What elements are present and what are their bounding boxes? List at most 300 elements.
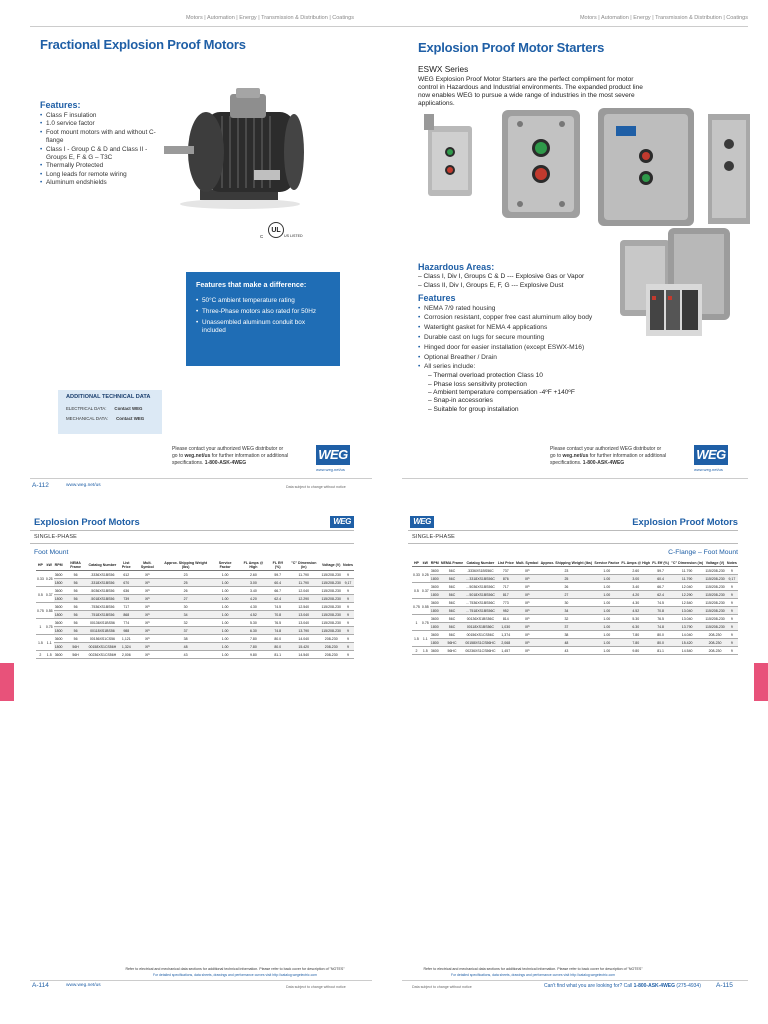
list-item: • Corrosion resistant, copper free cast aluminum alloy body xyxy=(418,313,648,323)
table-row xyxy=(36,651,354,659)
column-header: Approx. Shipping Weight (lbs) xyxy=(159,560,211,571)
table-cell: 3600 xyxy=(430,568,439,573)
table-cell: 12.040 xyxy=(670,583,704,591)
divider xyxy=(402,478,748,479)
table-cell: …3318XS1BS56C xyxy=(465,576,495,581)
table-cell: 774 xyxy=(117,619,135,627)
top-nav: Motors | Automation | Energy | Transmission & Distribution | Coatings xyxy=(579,15,748,21)
table-row xyxy=(412,631,738,639)
column-header: HP xyxy=(413,561,419,565)
page-number: A-112 xyxy=(32,482,49,489)
table-cell: 0.5 xyxy=(412,583,421,599)
table-cell: 74.5 xyxy=(651,599,670,607)
table-cell: 9 xyxy=(342,571,354,579)
table-cell: 43 xyxy=(159,651,211,659)
table-cell: 1,030 xyxy=(497,623,515,631)
table-cell: 208-230 xyxy=(704,639,726,647)
logo-url: www.weg.net/us xyxy=(316,467,345,472)
table-cell: 14.540 xyxy=(670,647,704,655)
table-cell: 1.00 xyxy=(593,615,620,623)
table-cell: 9 xyxy=(726,623,738,631)
table-cell: 76.5 xyxy=(651,615,670,623)
help-note xyxy=(544,983,701,989)
box-heading: Features that make a difference: xyxy=(196,280,307,289)
mechanical-value: Contact WEG xyxy=(116,416,145,421)
help-phone-digits: (275-4934) xyxy=(676,983,701,989)
table-cell: 4.52 xyxy=(620,607,651,615)
table-cell: 7.80 xyxy=(238,643,268,651)
table-cell: .3336XS1BS56C xyxy=(464,567,496,575)
table-cell: 115/208-230 xyxy=(705,568,725,573)
table-cell: 1.00 xyxy=(593,647,620,655)
table-row xyxy=(412,591,738,599)
list-item: – Class II, Div I, Groups E, F, G --- Explosive Dust xyxy=(418,281,564,289)
column-header: Notes xyxy=(726,561,737,565)
table-row xyxy=(412,607,738,615)
table-cell: 3600 xyxy=(430,648,439,653)
table-cell: 773 xyxy=(497,599,515,607)
table-cell: 1800 xyxy=(54,628,63,633)
table-cell: 74.5 xyxy=(269,603,287,611)
list-item: • 50°C ambient temperature rating xyxy=(196,297,330,305)
table-cell: 56 xyxy=(64,571,88,579)
table-cell: 1800 xyxy=(54,596,63,601)
contact-line xyxy=(172,460,312,467)
table-cell: 1 xyxy=(412,615,421,631)
section-title: Explosion Proof Motors xyxy=(632,516,738,527)
table-cell: 1.00 xyxy=(212,587,238,595)
technical-data-box xyxy=(58,390,162,434)
table-cell: 115/208-230 xyxy=(321,628,341,633)
table-cell: 1800 xyxy=(430,592,439,597)
table-cell: …7536XS1BS56C xyxy=(465,600,495,605)
table-cell: 115/208-230 xyxy=(321,588,341,593)
table-cell: 3600 xyxy=(430,632,439,637)
column-header: Approx. Shipping Weight (lbs) xyxy=(540,561,593,565)
table-cell: 2.60 xyxy=(620,567,651,575)
table-cell: 9 xyxy=(342,619,354,627)
table-cell: 6.30 xyxy=(620,623,651,631)
table-cell: 60.4 xyxy=(269,579,287,587)
table-cell: 56 xyxy=(64,627,88,635)
list-item: – Thermal overload protection Class 10 xyxy=(428,372,543,380)
table-cell: 868 xyxy=(117,611,135,619)
table-cell: XP xyxy=(515,591,540,599)
features-heading: Features: xyxy=(40,100,81,110)
table-cell: 62.4 xyxy=(269,595,287,603)
table-cell: 1.1 xyxy=(45,635,54,651)
weg-logo: WEG xyxy=(410,516,434,528)
table-cell: 7.80 xyxy=(620,631,651,639)
table-cell: 14.540 xyxy=(287,651,321,659)
table-cell: 2 xyxy=(36,651,45,659)
table-cell: XP xyxy=(135,651,159,659)
table-cell: 1,374 xyxy=(497,631,515,639)
table-cell: 1.00 xyxy=(593,623,620,631)
table-cell: 00136XS1BS56 xyxy=(88,619,118,627)
table-cell: 13.790 xyxy=(287,627,321,635)
table-cell: 59.7 xyxy=(651,567,670,575)
table-cell: 1.00 xyxy=(593,639,620,647)
table-row xyxy=(412,639,738,647)
catalog-note: For detailed specifications, data sheets, drawings and performance curves visit http://catalog.wegelectric.com xyxy=(153,973,317,977)
table-cell: 0.75 xyxy=(421,615,430,631)
table-cell: 817 xyxy=(497,591,515,599)
table-cell: 3600 xyxy=(54,652,63,657)
table-cell: 25 xyxy=(539,575,593,583)
table-row xyxy=(412,599,738,607)
table-row xyxy=(36,611,354,619)
table-cell: 56C xyxy=(440,575,464,583)
table-cell: 15.420 xyxy=(670,639,704,647)
table-cell: 37 xyxy=(539,623,593,631)
list-item: • 1.0 service factor xyxy=(40,120,160,128)
table-cell: 208-230 xyxy=(321,643,342,651)
table-cell: 9 xyxy=(342,643,354,651)
contact-line xyxy=(550,453,690,460)
table-cell: 14.040 xyxy=(670,631,704,639)
table-cell: 13.040 xyxy=(287,611,321,619)
table-cell: 1.00 xyxy=(212,651,238,659)
table-cell: 952 xyxy=(497,607,515,615)
divider xyxy=(408,530,738,531)
table-row xyxy=(36,627,354,635)
table-cell: 60.4 xyxy=(651,575,670,583)
weg-link[interactable]: weg.net/us xyxy=(184,453,211,459)
table-row xyxy=(36,571,354,579)
table-cell: 13.790 xyxy=(670,623,704,631)
table-cell: 56 xyxy=(64,635,88,643)
table-cell: 9 xyxy=(726,631,738,639)
table-cell: 0.37 xyxy=(421,583,430,599)
mount-type: C-Flange – Foot Mount xyxy=(668,549,738,556)
footer-note: Data subject to change without notice xyxy=(286,485,346,489)
table-cell: 115/208-230 xyxy=(705,592,725,597)
table-cell: 3600 xyxy=(54,636,63,641)
table-cell: 4.52 xyxy=(238,611,268,619)
table-cell: 81.1 xyxy=(651,647,670,655)
table-cell: 7.80 xyxy=(238,635,268,643)
table-cell: 7.80 xyxy=(620,639,651,647)
table-cell: 74.8 xyxy=(269,627,287,635)
side-tab[interactable] xyxy=(0,663,14,701)
table-cell: 66.7 xyxy=(269,587,287,595)
table-cell: 115/208-230 xyxy=(321,620,341,625)
table-cell: 3.40 xyxy=(620,583,651,591)
table-cell: 13.040 xyxy=(670,607,704,615)
table-cell: 1 xyxy=(36,619,45,635)
table-cell: 00118XS1BS56C xyxy=(464,623,496,631)
table-cell: 1.5 xyxy=(36,635,45,651)
table-row xyxy=(36,595,354,603)
table-cell: 1.5 xyxy=(46,652,52,657)
table-cell: 27 xyxy=(159,595,211,603)
table-cell: 5.30 xyxy=(238,619,268,627)
table-cell: 56C xyxy=(440,615,464,623)
list-item: • Long leads for remote wiring xyxy=(40,171,160,179)
table-cell: 115/208-230 xyxy=(705,608,725,613)
table-cell: 1,324 xyxy=(117,643,135,651)
reference-note: Refer to electrical and mechanical data sections for additional technical information. Please refer to back cover for description of "NOTES" xyxy=(423,967,643,971)
weg-logo: WEG xyxy=(316,445,350,465)
footer-note: Data subject to change without notice xyxy=(286,985,346,989)
table-cell: XP xyxy=(515,615,540,623)
features-list xyxy=(40,112,160,188)
table-cell: 5.30 xyxy=(620,615,651,623)
phase-label: SINGLE-PHASE xyxy=(34,534,78,540)
list-item: • Class I - Group C & D and Class II - Groups E, F & G – T3C xyxy=(40,146,160,163)
table-cell: 9 xyxy=(342,595,354,603)
weg-logo: WEG xyxy=(694,445,728,465)
table-cell: 56C xyxy=(440,623,464,631)
contact-text: for further information or additional xyxy=(589,453,667,459)
table-cell: …5036XS1BS56C xyxy=(465,584,495,589)
column-header: FL Amps @ High xyxy=(621,561,651,565)
table-cell: .5036XS1BS56 xyxy=(88,587,118,595)
table-cell: 208-230 xyxy=(704,647,726,655)
column-header: FL Eff (%) xyxy=(652,561,669,565)
table-cell: 3600 xyxy=(54,604,63,609)
series-label: ESWX Series xyxy=(418,64,469,74)
table-cell: 3600 xyxy=(54,620,63,625)
table-row xyxy=(36,635,354,643)
table-cell: 1.5 xyxy=(412,631,421,647)
table-cell: XP xyxy=(135,579,159,587)
table-cell: 4.30 xyxy=(238,603,268,611)
table-cell: 9 xyxy=(726,591,738,599)
table-cell: 1800 xyxy=(54,580,63,585)
contact-note xyxy=(550,446,690,467)
table-cell: 56C xyxy=(440,591,464,599)
table-cell: …7518XS1BS56C xyxy=(465,608,495,613)
electrical-label: ELECTRICAL DATA: xyxy=(66,406,107,411)
table-cell: 6.30 xyxy=(238,627,268,635)
electrical-value: Contact WEG xyxy=(114,406,143,411)
divider xyxy=(408,543,738,544)
table-cell: 115/208-230 xyxy=(705,600,725,605)
table-cell: 2 xyxy=(412,647,421,655)
contact-text: specifications. xyxy=(550,460,582,466)
logo-url: www.weg.net/us xyxy=(694,467,723,472)
table-cell: 3600 xyxy=(430,616,439,621)
table-cell: 13.040 xyxy=(287,619,321,627)
table-cell: 1.00 xyxy=(212,603,238,611)
table-cell: 56 xyxy=(64,619,88,627)
column-header: Catalog Number xyxy=(464,560,496,567)
mechanical-data-row xyxy=(66,416,154,421)
table-cell: 0.25 xyxy=(45,571,54,587)
column-header: Mult. Symbol xyxy=(516,561,539,565)
table-cell: 56C xyxy=(440,631,464,639)
table-cell: 23 xyxy=(159,571,211,579)
divider xyxy=(30,543,354,544)
table-cell: 13.040 xyxy=(670,615,704,623)
table-cell: 636 xyxy=(117,587,135,595)
table-cell: 56HC xyxy=(440,647,464,655)
table-cell: 3.40 xyxy=(238,587,268,595)
table-cell: XP xyxy=(515,631,540,639)
table-cell: 9 xyxy=(726,607,738,615)
section-title: Explosion Proof Motors xyxy=(34,516,140,527)
table-cell: 612 xyxy=(117,571,135,579)
catalog-note: For detailed specifications, data sheets, drawings and performance curves visit http://catalog.wegelectric.com xyxy=(451,973,615,977)
table-cell: 9,17 xyxy=(342,579,354,587)
table-cell: 56C xyxy=(440,567,464,575)
table-cell: .5018XS1BS56 xyxy=(88,595,118,603)
footer-url[interactable]: www.weg.net/us xyxy=(66,483,101,488)
table-cell: 0.75 xyxy=(36,603,45,619)
list-item: • Watertight gasket for NEMA 4 applications xyxy=(418,323,648,333)
contact-text: go to xyxy=(172,453,184,459)
table-cell: 34 xyxy=(159,611,211,619)
table-cell: 48 xyxy=(159,643,211,651)
table-cell: 9 xyxy=(342,635,354,643)
table-cell: .3318XS1BS56 xyxy=(88,579,118,587)
starter-enclosures-image xyxy=(424,108,754,230)
table-cell: 56C xyxy=(440,599,464,607)
table-cell: 1.1 xyxy=(421,631,430,647)
table-cell: 34 xyxy=(539,607,593,615)
table-cell: 814 xyxy=(497,615,515,623)
table-cell: 876 xyxy=(497,575,515,583)
table-cell: 62.4 xyxy=(651,591,670,599)
table-cell: 115/208-230 xyxy=(321,612,341,617)
table-cell: 739 xyxy=(117,595,135,603)
list-item: • Three-Phase motors also rated for 50Hz xyxy=(196,308,330,316)
table-cell: .7518XS1BS56 xyxy=(88,611,118,619)
table-cell: 30 xyxy=(159,603,211,611)
table-row xyxy=(412,623,738,631)
list-item: • Hinged door for easier installation (except ESWX-M16) xyxy=(418,343,648,353)
divider xyxy=(30,478,372,479)
table-cell: 1.00 xyxy=(212,611,238,619)
page-title: Explosion Proof Motor Starters xyxy=(418,40,605,55)
table-row xyxy=(412,567,738,575)
table-cell: 00156XS1CS56C xyxy=(464,631,496,639)
table-cell: 9 xyxy=(342,651,354,659)
table-cell: 1800 xyxy=(54,644,63,649)
page-number: A-115 xyxy=(716,982,733,989)
table-cell: 115/208-230 xyxy=(321,604,341,609)
table-cell: 12.540 xyxy=(670,599,704,607)
column-header: Notes xyxy=(342,560,354,571)
table-cell: 670 xyxy=(117,579,135,587)
table-cell: 115/208-230 xyxy=(705,584,725,589)
spec-table xyxy=(412,560,738,655)
table-cell: XP xyxy=(515,647,540,655)
table-cell: 1,121 xyxy=(117,635,135,643)
table-cell: XP xyxy=(135,611,159,619)
table-cell: 115/208-230 xyxy=(321,580,341,585)
table-cell: 4.20 xyxy=(238,595,268,603)
column-header: kW xyxy=(45,560,54,571)
divider xyxy=(30,26,384,27)
table-cell: 70.8 xyxy=(651,607,670,615)
table-cell: 23 xyxy=(539,567,593,575)
table-cell: 115/208-230 xyxy=(321,596,341,601)
table-cell: 2,006 xyxy=(117,651,135,659)
table-cell: 3.00 xyxy=(238,579,268,587)
page-a113 xyxy=(384,0,768,512)
table-cell: 38 xyxy=(159,635,211,643)
table-cell: 9 xyxy=(726,583,738,591)
table-cell: 9 xyxy=(342,603,354,611)
table-cell: 80.0 xyxy=(269,635,287,643)
reference-note: Refer to electrical and mechanical data sections for additional technical information. Please refer to back cover for description of "NOTES" xyxy=(125,967,345,971)
table-cell: 1.00 xyxy=(593,591,620,599)
contact-line: Please contact your authorized WEG distributor or xyxy=(550,446,662,452)
divider xyxy=(402,980,748,981)
table-cell: 1.00 xyxy=(593,575,620,583)
column-header: Mult. Symbol xyxy=(135,560,159,571)
table-cell: 48 xyxy=(539,639,593,647)
table-cell: 00158XS1CS56H xyxy=(88,644,117,649)
table-cell: XP xyxy=(135,571,159,579)
list-item: • NEMA 7/9 rated housing xyxy=(418,304,648,314)
table-cell: 1800 xyxy=(430,640,439,645)
table-cell: …5018XS1BS56C xyxy=(465,592,495,597)
help-text: Can't find what you are looking for? Call xyxy=(544,983,633,989)
list-item: – Class I, Div I, Groups C & D --- Explosive Gas or Vapor xyxy=(418,273,585,280)
column-header: HP xyxy=(36,560,45,571)
table-cell: 12.540 xyxy=(287,603,321,611)
table-row xyxy=(36,603,354,611)
footer-url[interactable]: www.weg.net/us xyxy=(66,983,101,988)
weg-link[interactable]: weg.net/us xyxy=(562,453,589,459)
table-header-row xyxy=(36,560,354,571)
table-cell: 9.80 xyxy=(620,647,651,655)
table-cell: 0.55 xyxy=(421,599,430,615)
table-cell: XP xyxy=(515,567,540,575)
column-header: RPM xyxy=(430,561,439,565)
table-cell: 56 xyxy=(64,595,88,603)
table-cell: 80.0 xyxy=(269,643,287,651)
table-cell: 56 xyxy=(64,587,88,595)
motor-image xyxy=(160,84,310,212)
list-item: • Class F insulation xyxy=(40,112,160,120)
features-difference-box xyxy=(186,272,340,366)
table-row xyxy=(36,619,354,627)
table-cell: 1.00 xyxy=(593,631,620,639)
table-cell: 9 xyxy=(342,611,354,619)
spec-table xyxy=(36,560,354,659)
table-cell: 11.790 xyxy=(670,567,704,575)
table-cell: 208-230 xyxy=(321,651,342,659)
table-cell: 15.420 xyxy=(287,643,321,651)
electrical-data-row xyxy=(66,406,154,411)
table-cell: 2.60 xyxy=(238,571,268,579)
table-cell: 56HC xyxy=(440,639,464,647)
list-item: • Durable cast on lugs for secure mounting xyxy=(418,333,648,343)
column-header: Voltage (V) xyxy=(321,560,342,571)
column-header: kW xyxy=(422,561,428,565)
ul-listed-mark xyxy=(258,222,303,244)
list-item: • Optional Breather / Drain xyxy=(418,353,648,363)
list-item: – Suitable for group installation xyxy=(428,405,519,413)
series-includes-list xyxy=(418,372,648,414)
table-cell: 00236XS1CS56HC xyxy=(465,648,496,653)
table-cell: 74.8 xyxy=(651,623,670,631)
divider xyxy=(30,980,372,981)
table-cell: 56C xyxy=(440,607,464,615)
table-row xyxy=(412,615,738,623)
table-cell: XP xyxy=(515,607,540,615)
contact-text: specifications. xyxy=(172,460,204,466)
table-cell: 9 xyxy=(726,615,738,623)
table-cell: 1.00 xyxy=(212,643,238,651)
top-nav: Motors | Automation | Energy | Transmission & Distribution | Coatings xyxy=(185,15,354,21)
side-tab[interactable] xyxy=(754,663,768,701)
